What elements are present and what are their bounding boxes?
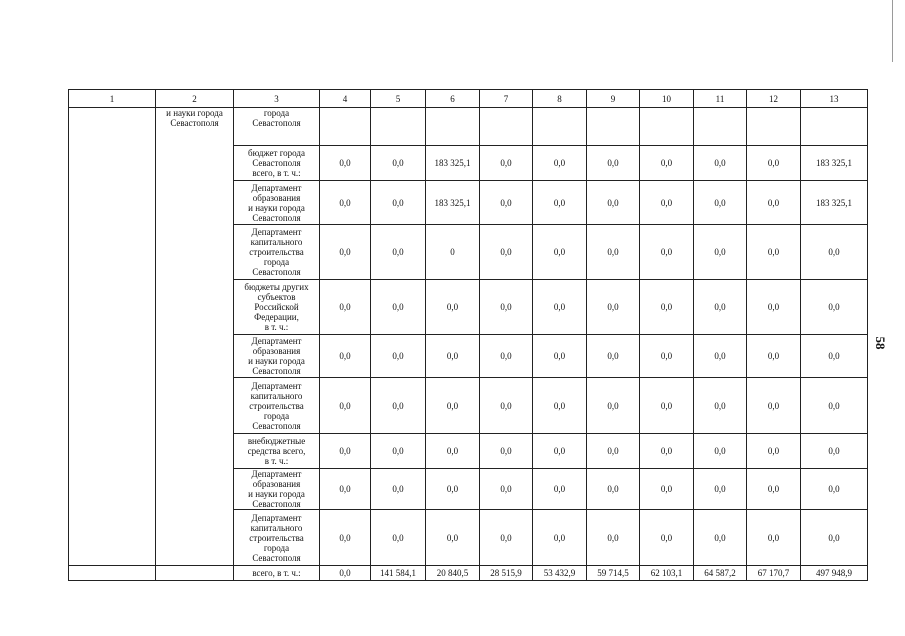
header-cell: 4 <box>320 90 371 108</box>
value-cell: 0,0 <box>533 510 587 566</box>
value-cell: 0,0 <box>640 335 694 378</box>
value-cell: 0,0 <box>747 469 801 510</box>
value-cell: 0,0 <box>480 434 533 469</box>
value-cell: 0,0 <box>320 146 371 181</box>
value-cell: 0,0 <box>801 378 868 434</box>
value-cell: 0,0 <box>533 335 587 378</box>
value-cell: 0,0 <box>747 378 801 434</box>
value-cell: 0,0 <box>587 181 640 225</box>
header-cell: 10 <box>640 90 694 108</box>
value-cell: 0,0 <box>480 146 533 181</box>
value-cell: 0,0 <box>371 510 426 566</box>
value-cell: 0,0 <box>371 280 426 335</box>
value-cell: 0,0 <box>694 225 747 280</box>
value-cell: 0,0 <box>371 181 426 225</box>
value-cell: 0,0 <box>480 181 533 225</box>
value-cell: 0,0 <box>587 378 640 434</box>
funding-source-cell: Департамент образования и науки города Севастополя <box>234 469 320 510</box>
total-value-cell: 62 103,1 <box>640 566 694 581</box>
value-cell: 0,0 <box>320 181 371 225</box>
funding-source-cell: Департамент капитального строительства города Севастополя <box>234 378 320 434</box>
value-cell: 0,0 <box>694 378 747 434</box>
funding-source-cell: бюджет города Севастополя всего, в т. ч.: <box>234 146 320 181</box>
value-cell: 0,0 <box>480 280 533 335</box>
header-cell: 5 <box>371 90 426 108</box>
value-cell: 0,0 <box>747 280 801 335</box>
header-cell: 8 <box>533 90 587 108</box>
value-cell: 0,0 <box>801 335 868 378</box>
total-value-cell: 141 584,1 <box>371 566 426 581</box>
table-row <box>69 108 868 146</box>
total-label-cell: всего, в т. ч.: <box>234 566 320 581</box>
value-cell: 183 325,1 <box>426 146 480 181</box>
empty-cell <box>801 108 868 146</box>
budget-table <box>68 89 868 581</box>
value-cell: 0,0 <box>640 225 694 280</box>
funding-source-cell: Департамент капитального строительства города Севастополя <box>234 510 320 566</box>
value-cell: 183 325,1 <box>426 181 480 225</box>
value-cell: 0,0 <box>371 225 426 280</box>
total-value-cell: 20 840,5 <box>426 566 480 581</box>
responsible-executor-cell: и науки города Севастополя <box>156 108 234 566</box>
value-cell: 0,0 <box>694 335 747 378</box>
empty-cell <box>480 108 533 146</box>
value-cell: 0,0 <box>694 510 747 566</box>
header-row <box>69 90 868 108</box>
value-cell: 0,0 <box>640 280 694 335</box>
merged-cell-col1 <box>69 108 156 566</box>
value-cell: 0,0 <box>801 434 868 469</box>
header-cell: 7 <box>480 90 533 108</box>
value-cell: 0,0 <box>640 434 694 469</box>
value-cell: 0,0 <box>320 510 371 566</box>
value-cell: 0,0 <box>426 335 480 378</box>
value-cell: 0,0 <box>533 280 587 335</box>
total-value-cell: 28 515,9 <box>480 566 533 581</box>
total-value-cell: 497 948,9 <box>801 566 868 581</box>
total-value-cell: 0,0 <box>320 566 371 581</box>
value-cell: 0,0 <box>426 434 480 469</box>
empty-cell <box>371 108 426 146</box>
value-cell: 0,0 <box>533 469 587 510</box>
value-cell: 0,0 <box>587 225 640 280</box>
total-value-cell: 59 714,5 <box>587 566 640 581</box>
funding-source-cell: Департамент капитального строительства города Севастополя <box>234 225 320 280</box>
value-cell: 0,0 <box>533 225 587 280</box>
value-cell: 0,0 <box>694 280 747 335</box>
value-cell: 0,0 <box>587 280 640 335</box>
value-cell: 0,0 <box>426 510 480 566</box>
empty-cell <box>320 108 371 146</box>
value-cell: 0,0 <box>801 225 868 280</box>
header-cell: 2 <box>156 90 234 108</box>
value-cell: 0,0 <box>320 280 371 335</box>
header-cell: 9 <box>587 90 640 108</box>
value-cell: 0,0 <box>371 469 426 510</box>
empty-cell <box>587 108 640 146</box>
value-cell: 0,0 <box>426 378 480 434</box>
value-cell: 0,0 <box>587 510 640 566</box>
header-cell: 12 <box>747 90 801 108</box>
empty-cell <box>533 108 587 146</box>
funding-source-cell: Департамент образования и науки города Севастополя <box>234 335 320 378</box>
value-cell: 0,0 <box>747 335 801 378</box>
value-cell: 0,0 <box>694 146 747 181</box>
value-cell: 0,0 <box>320 434 371 469</box>
value-cell: 0,0 <box>640 510 694 566</box>
value-cell: 0,0 <box>371 146 426 181</box>
value-cell: 0,0 <box>426 469 480 510</box>
value-cell: 0,0 <box>371 378 426 434</box>
value-cell: 183 325,1 <box>801 146 868 181</box>
value-cell: 0,0 <box>480 469 533 510</box>
value-cell: 0,0 <box>320 225 371 280</box>
value-cell: 0,0 <box>480 335 533 378</box>
total-value-cell: 64 587,2 <box>694 566 747 581</box>
value-cell: 0,0 <box>587 335 640 378</box>
value-cell: 0,0 <box>320 378 371 434</box>
value-cell: 0,0 <box>533 378 587 434</box>
value-cell: 0,0 <box>320 469 371 510</box>
value-cell: 0,0 <box>640 469 694 510</box>
value-cell: 0,0 <box>801 510 868 566</box>
empty-cell <box>156 566 234 581</box>
funding-source-cell: Департамент образования и науки города Севастополя <box>234 181 320 225</box>
value-cell: 0,0 <box>694 181 747 225</box>
value-cell: 0,0 <box>587 434 640 469</box>
funding-source-cell: бюджеты других субъектов Российской Федерации, в т. ч.: <box>234 280 320 335</box>
value-cell: 0,0 <box>371 434 426 469</box>
value-cell: 0,0 <box>694 434 747 469</box>
header-cell: 13 <box>801 90 868 108</box>
total-value-cell: 67 170,7 <box>747 566 801 581</box>
value-cell: 0,0 <box>480 378 533 434</box>
header-cell: 6 <box>426 90 480 108</box>
value-cell: 0,0 <box>747 510 801 566</box>
value-cell: 0,0 <box>426 280 480 335</box>
value-cell: 0,0 <box>747 434 801 469</box>
value-cell: 0,0 <box>533 434 587 469</box>
empty-cell <box>69 566 156 581</box>
value-cell: 0,0 <box>480 510 533 566</box>
header-cell: 1 <box>69 90 156 108</box>
value-cell: 0,0 <box>533 181 587 225</box>
header-cell: 11 <box>694 90 747 108</box>
value-cell: 0,0 <box>480 225 533 280</box>
value-cell: 0,0 <box>747 146 801 181</box>
empty-cell <box>747 108 801 146</box>
value-cell: 0,0 <box>747 225 801 280</box>
value-cell: 0,0 <box>371 335 426 378</box>
value-cell: 0,0 <box>587 469 640 510</box>
value-cell: 0,0 <box>747 181 801 225</box>
page-number: 58 <box>873 336 888 350</box>
value-cell: 0,0 <box>801 280 868 335</box>
empty-cell <box>640 108 694 146</box>
total-value-cell: 53 432,9 <box>533 566 587 581</box>
value-cell: 0,0 <box>320 335 371 378</box>
funding-source-cell: внебюджетные средства всего, в т. ч.: <box>234 434 320 469</box>
value-cell: 0,0 <box>587 146 640 181</box>
value-cell: 0,0 <box>533 146 587 181</box>
header-cell: 3 <box>234 90 320 108</box>
empty-cell <box>426 108 480 146</box>
value-cell: 0,0 <box>640 181 694 225</box>
value-cell: 183 325,1 <box>801 181 868 225</box>
funding-source-cell: города Севастополя <box>234 108 320 146</box>
value-cell: 0,0 <box>640 146 694 181</box>
total-row <box>69 566 868 581</box>
empty-cell <box>694 108 747 146</box>
value-cell: 0,0 <box>694 469 747 510</box>
page-edge-rule <box>892 0 893 62</box>
value-cell: 0,0 <box>801 469 868 510</box>
value-cell: 0 <box>426 225 480 280</box>
value-cell: 0,0 <box>640 378 694 434</box>
